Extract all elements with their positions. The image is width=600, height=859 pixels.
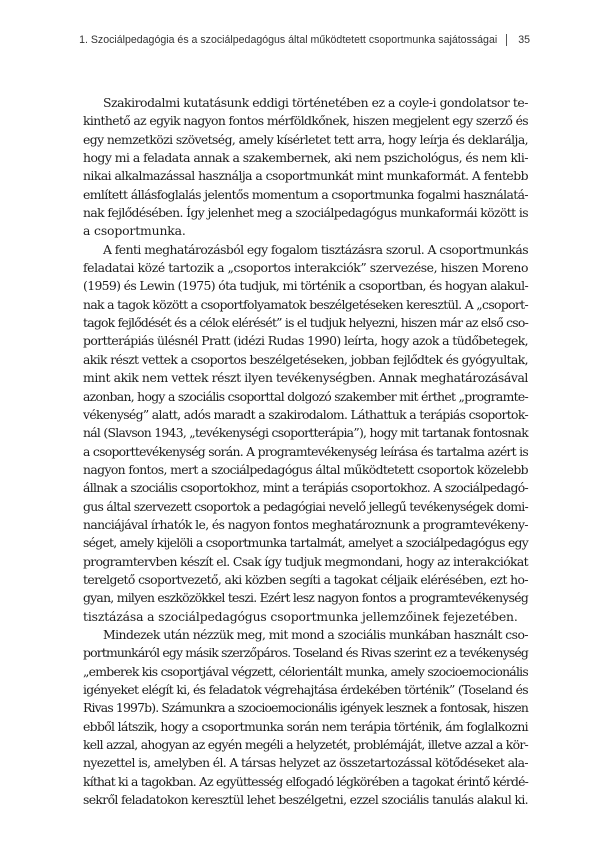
text-line: Rivas 1997b). Számunkra a szocioemocionális igények lesznek a fontosak, hiszen bbox=[83, 700, 528, 716]
text-line: nikai alkalmazással használja a csoportmunkát mint munkaformát. A fentebb bbox=[83, 168, 528, 184]
text-line: mint akik nem vettek részt ilyen tevékenységben. Annak meghatározásával bbox=[83, 370, 528, 386]
text-line: gyan, milyen eszközökkel teszi. Ezért lesz nagyon fontos a programtevékenység bbox=[83, 590, 528, 606]
text-line: a csoportmunka. bbox=[83, 223, 186, 239]
text-line: nagyon fontos, mert a szociálpedagógus által működtetett csoportok közelebb bbox=[83, 461, 528, 477]
text-line: Mindezek után nézzük meg, mit mond a szociális munkában használt cso- bbox=[103, 626, 528, 642]
text-line: kinthető az egyik nagyon fontos mérföldkőnek, hiszen megjelent egy szerző és bbox=[83, 113, 528, 129]
running-header bbox=[79, 34, 530, 46]
chapter-title: 1. Szociálpedagógia és a szociálpedagógus által működtetett csoportmunka sajátosságai bbox=[79, 34, 498, 46]
text-line: nyezettel is, amelyben él. A társas helyzet az összetartozással kötődéseket ala- bbox=[83, 755, 528, 771]
paragraph bbox=[83, 94, 528, 241]
text-line: programtervben készít el. Csak így tudjuk megmondani, hogy az interakciókat bbox=[83, 553, 528, 569]
text-line: feladatai közé tartozik a „csoportos interakciók” szervezése, hiszen Moreno bbox=[83, 260, 528, 276]
page-number: 35 bbox=[518, 34, 530, 46]
text-line: tagok fejlődését és a célok elérését” is el tudjuk helyezni, hiszen már az első cso- bbox=[83, 315, 528, 331]
paragraph bbox=[83, 626, 528, 809]
text-line: séget, amely kijelöli a csoportmunka tartalmát, amelyet a szociálpedagógus egy bbox=[83, 535, 528, 551]
text-line: nál (Slavson 1943, „tevékenységi csoportterápia”), hogy mit tartanak fontosnak bbox=[83, 425, 528, 441]
text-line: Szakirodalmi kutatásunk eddigi történetében ez a coyle-i gondolatsor te- bbox=[103, 95, 528, 110]
header-separator bbox=[506, 34, 507, 46]
text-line: kell azzal, ahogyan az egyén megéli a helyzetét, problémáját, illetve azzal a kör- bbox=[83, 737, 528, 753]
text-line: „emberek kis csoportjával végzett, célorientált munka, amely szocioemocionális bbox=[83, 663, 528, 679]
text-line: hogy mi a feladata annak a szakembernek, aki nem pszichológus, és nem kli- bbox=[83, 150, 528, 166]
text-line: egy nemzetközi szövetség, amely kísérletet tett arra, hogy leírja és deklarálja, bbox=[83, 131, 528, 147]
text-line: állnak a szociális csoportokhoz, mint a terápiás csoportokhoz. A szociálpedagó- bbox=[83, 480, 528, 496]
text-line: akik részt vettek a csoportos beszélgetéseken, jobban fejlődtek és gyógyultak, bbox=[83, 351, 528, 367]
text-line: vékenység” alatt, adós maradt a szakirodalom. Láthattuk a terápiás csoportok- bbox=[83, 406, 528, 422]
text-line: gus által szervezett csoportok a pedagógiai nevelő jellegű tevékenységek domi- bbox=[83, 498, 528, 514]
text-line: igényeket elégít ki, és feladatok végrehajtása érdekében történik” (Toseland és bbox=[83, 682, 528, 697]
text-line: azonban, hogy a szociális csoporttal dolgozó szakember mit érthet „programte- bbox=[83, 388, 528, 404]
text-line: említett állásfoglalás jelentős momentum a csoportmunka fogalmi használatá- bbox=[83, 186, 528, 202]
text-line: terelgető csoportvezető, aki közben segíti a tagokat céljaik elérésében, ezt ho- bbox=[83, 571, 528, 587]
text-line: tisztázása a szociálpedagógus csoportmunka jellemzőinek fejezetében. bbox=[83, 608, 518, 624]
text-line: ebből látszik, hogy a csoportmunka során nem terápia történik, ám foglalkozni bbox=[83, 718, 528, 734]
text-line: (1959) és Lewin (1975) óta tudjuk, mi történik a csoportban, és hogyan alakul- bbox=[83, 278, 528, 294]
text-line: A fenti meghatározásból egy fogalom tisztázásra szorul. A csoportmunkás bbox=[103, 241, 528, 257]
text-line: nak fejlődésében. Így jelenhet meg a szociálpedagógus munkaformái között is bbox=[83, 205, 528, 221]
paragraph bbox=[83, 241, 528, 626]
body-text bbox=[83, 94, 528, 809]
text-line: kíthat ki a tagokban. Az együttesség elfogadó légkörében a tagokat érintő kérdé- bbox=[83, 773, 528, 789]
text-line: portterápiás ülésnél Pratt (idézi Rudas 1990) leírta, hogy azok a tüdőbetegek, bbox=[83, 333, 528, 349]
text-line: portmunkáról egy másik szerzőpáros. Toseland és Rivas szerint ez a tevékenység bbox=[83, 645, 528, 661]
text-line: sekről feladatokon keresztül lehet beszélgetni, ezzel szociális tanulás alakul ki. bbox=[83, 792, 528, 808]
text-line: nak a tagok között a csoportfolyamatok beszélgetéseken keresztül. A „csoport- bbox=[83, 296, 528, 312]
text-line: a csoporttevékenység során. A programtevékenység leírása és tartalma azért is bbox=[83, 443, 528, 459]
text-line: nanciájával írhatók le, és nagyon fontos meghatároznunk a programtevékeny- bbox=[83, 516, 528, 532]
